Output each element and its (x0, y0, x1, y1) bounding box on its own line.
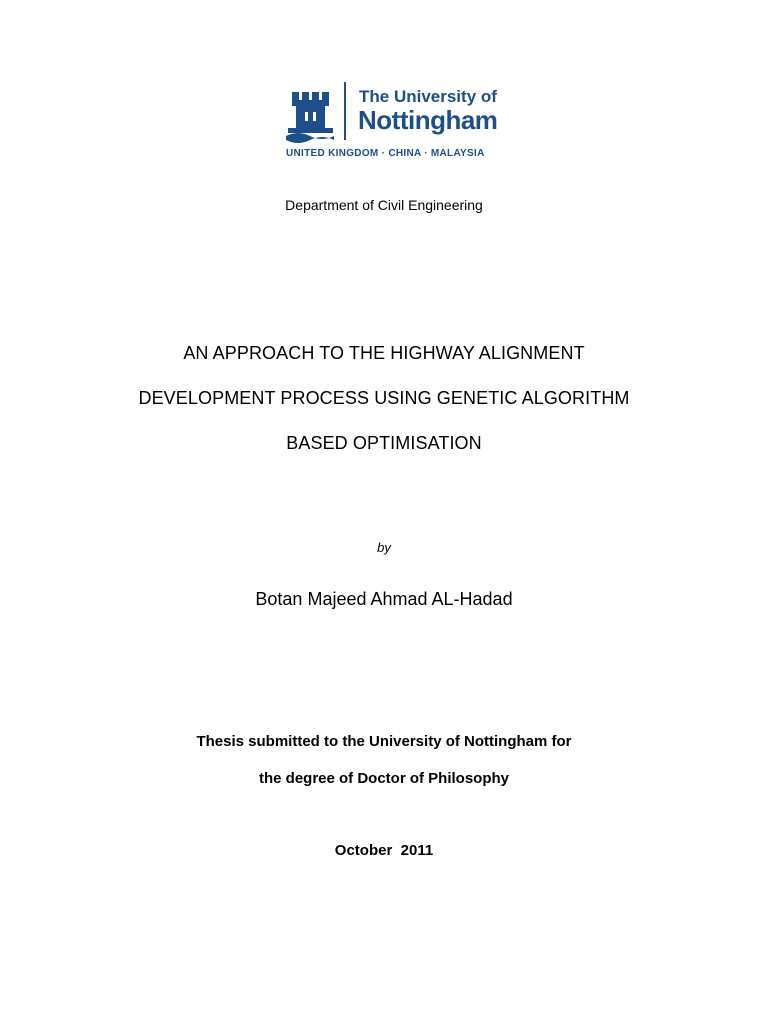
submission-statement-line-1: Thesis submitted to the University of Nottingham for (196, 733, 572, 750)
submission-date: October 2011 (334, 842, 434, 859)
castle-crest-icon (286, 92, 334, 143)
thesis-title-line-3: BASED OPTIMISATION (286, 433, 482, 453)
logo-text-line1: The University of (359, 87, 497, 106)
author-name: Botan Majeed Ahmad AL-Hadad (255, 589, 513, 609)
thesis-title-line-1: AN APPROACH TO THE HIGHWAY ALIGNMENT (183, 343, 585, 363)
logo-divider (344, 82, 346, 140)
logo-text-line2: Nottingham (358, 105, 498, 135)
submission-statement-line-2: the degree of Doctor of Philosophy (258, 770, 509, 787)
by-label: by (377, 540, 391, 555)
department-name: Department of Civil Engineering (285, 197, 483, 213)
logo-campuses: UNITED KINGDOM · CHINA · MALAYSIA (286, 148, 485, 159)
thesis-title-line-2: DEVELOPMENT PROCESS USING GENETIC ALGORITHM (138, 388, 630, 408)
